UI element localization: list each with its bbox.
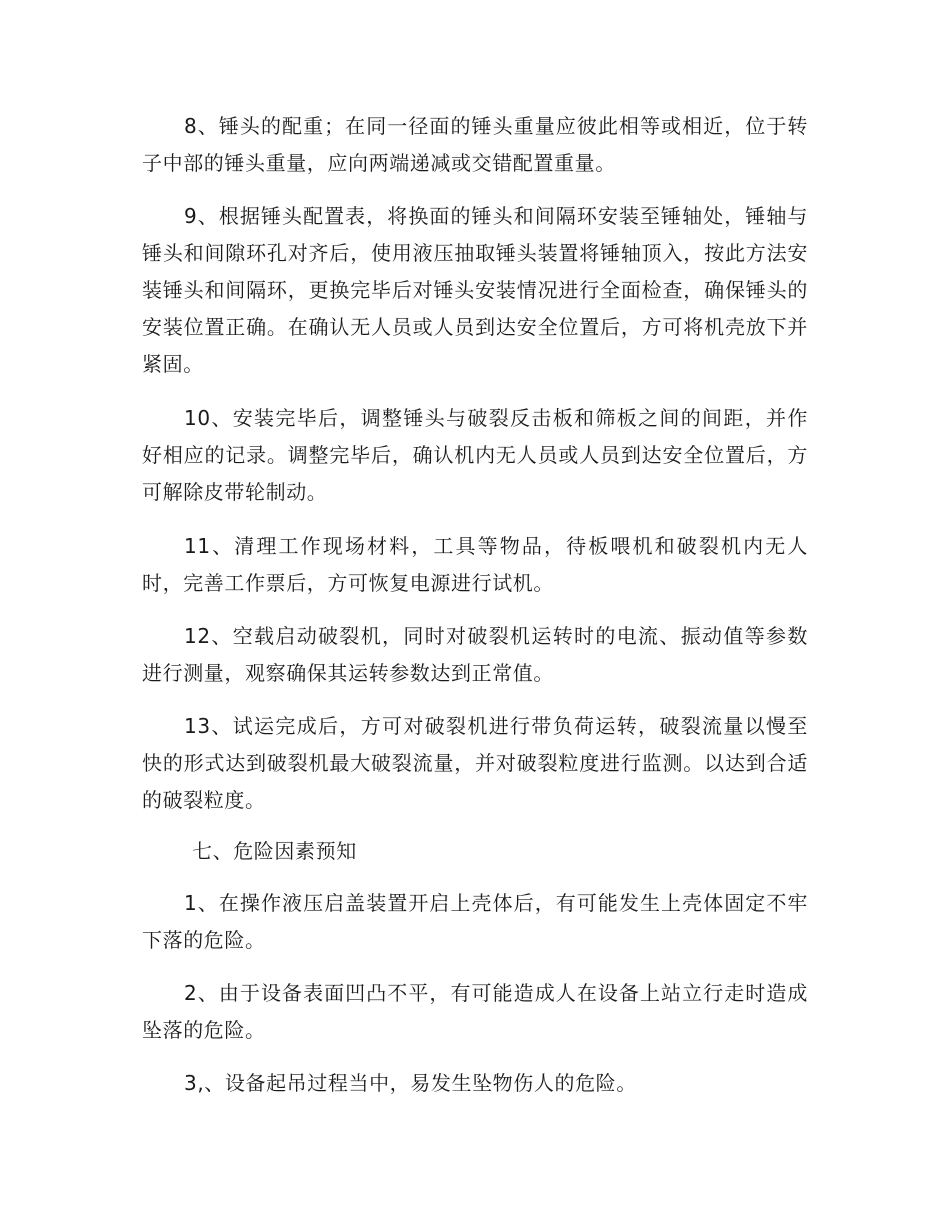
hazard-item-1: 1、在操作液压启盖装置开启上壳体后，有可能发生上壳体固定不牢下落的危险。 bbox=[142, 891, 808, 952]
hazard-item-3: 3,、设备起吊过程当中，易发生坠物伤人的危险。 bbox=[184, 1071, 637, 1095]
paragraph-10: 10、安装完毕后，调整锤头与破裂反击板和筛板之间的间距，并作好相应的记录。调整完毕后，确认机内无人员或人员到达安全位置后，方可解除皮带轮制动。 bbox=[142, 406, 808, 504]
section-heading: 七、危险因素预知 bbox=[192, 839, 357, 863]
paragraph-11: 11、清理工作现场材料，工具等物品，待板喂机和破裂机内无人时，完善工作票后，方可恢复电源进行试机。 bbox=[142, 534, 808, 595]
paragraph-9: 9、根据锤头配置表，将换面的锤头和间隔环安装至锤轴处，锤轴与锤头和间隙环孔对齐后，使用液压抽取锤头装置将锤轴顶入，按此方法安装锤头和间隔环，更换完毕后对锤头安装情况进行全面检查，确保锤头的安装位置正确。在确认无人员或人员到达安全位置后，方可将机壳放下并紧固。 bbox=[142, 204, 808, 376]
paragraph-12: 12、空载启动破裂机，同时对破裂机运转时的电流、振动值等参数进行测量，观察确保其运转参数达到正常值。 bbox=[142, 624, 808, 685]
paragraph-13: 13、试运完成后，方可对破裂机进行带负荷运转，破裂流量以慢至快的形式达到破裂机最大破裂流量，并对破裂粒度进行监测。以达到合适的破裂粒度。 bbox=[142, 714, 808, 812]
paragraph-8: 8、锤头的配重；在同一径面的锤头重量应彼此相等或相近，位于转子中部的锤头重量，应向两端递减或交错配置重量。 bbox=[142, 114, 808, 175]
hazard-item-2: 2、由于设备表面凹凸不平，有可能造成人在设备上站立行走时造成坠落的危险。 bbox=[142, 981, 808, 1042]
